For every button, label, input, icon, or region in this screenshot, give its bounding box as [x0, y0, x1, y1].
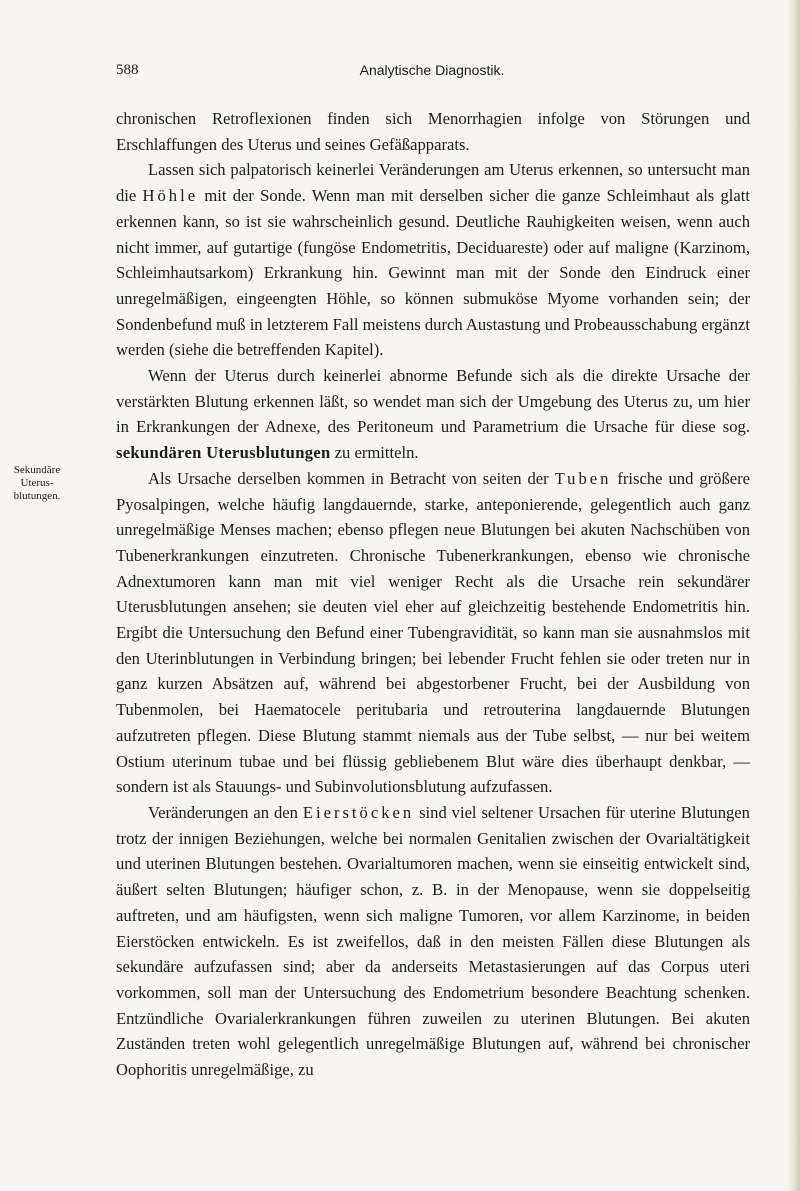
page-edge-shadow	[786, 0, 800, 1191]
paragraph-text: Lassen sich palpatorisch keinerlei Veränderungen am Uterus erkennen, so untersucht man die	[116, 160, 750, 206]
paragraph-text: chronischen Retroflexionen finden sich Menorrhagien infolge von Störungen und Erschlaffungen des Uterus und seines Gefäßapparats.	[116, 109, 750, 154]
paragraph-text: mit der Sonde. Wenn man mit derselben sicher die ganze Schleimhaut als glatt erkennen kann, so ist sie wahrscheinlich gesund. Deutliche Rauhigkeiten weisen, wenn auch nicht immer, auf gutartige (fungöse Endometritis, Deciduareste) oder auf maligne (Karzinom, Schleimhautsarkom) Erkrankung hin. Gewinnt man mit der Sonde den Eindruck einer unregelmäßigen, eingeengten Höhle, so können submuköse Myome vorhanden sein; der Sondenbefund muß in letzterem Fall meistens durch Austastung und Probeausschabung ergänzt werden (siehe die betreffenden Kapitel).	[116, 186, 751, 360]
paragraph	[116, 800, 750, 1083]
body-text	[116, 106, 750, 1083]
spaced-term: Tuben	[554, 468, 612, 488]
paragraph	[116, 466, 750, 800]
margin-note-line: Sekundäre	[13, 464, 61, 476]
spaced-term: Höhle	[142, 186, 199, 206]
paragraph-text: Veränderungen an den	[148, 802, 303, 822]
margin-note	[6, 464, 68, 503]
paragraph	[116, 157, 750, 363]
bold-term: sekundären Uterusblutungen	[116, 443, 331, 463]
page-number: 588	[116, 62, 139, 78]
paragraph-text: Wenn der Uterus durch keinerlei abnorme Befunde sich als die direkte Ursache der verstärkten Blutung erkennen läßt, so wendet man sich der Umgebung des Uterus zu, um hier in Erkrankungen der Adnexe, des Peritoneum und Parametrium die Ursache für diese sog.	[116, 366, 750, 437]
paragraph-text: zu ermitteln.	[330, 443, 419, 463]
paragraph	[116, 363, 750, 466]
paragraph-text: Als Ursache derselben kommen in Betracht von seiten der	[148, 468, 555, 488]
margin-note-line: blutungen.	[13, 490, 61, 502]
paragraph-text: frische und größere Pyosalpingen, welche häufig langdauernde, starke, anteponierende, gelegentlich auch ganz unregelmäßige Menses machen; ebenso pflegen neue Blutungen bei akuten Nachschüben von Tubenerkrankungen einzutreten. Chronische Tubenerkrankungen, ebenso wie chronische Adnextumoren kann man mit viel weniger Recht als die Ursache rein sekundärer Uterusblutungen ansehen; sie deuten viel eher auf gleichzeitig bestehende Endometritis hin. Ergibt die Untersuchung den Befund einer Tubengravidität, so kann man sie ausnahmslos mit den Uterinblutungen in Verbindung bringen; bei lebender Frucht fehlen sie oder treten nur in ganz kurzen Absätzen auf, während bei abgestorbener Frucht, bei der Ausbildung von Tubenmolen, bei Haematocele peritubaria und retrouterina langdauernde Blutungen aufzutreten pflegen. Diese Blutung stammt niemals aus der Tube selbst, — nur bei weitem Ostium uterinum tubae und bei flüssig gebliebenem Blut wäre dies überhaupt denkbar, — sondern ist als Stauungs- und Subinvolutionsblutung aufzufassen.	[116, 468, 751, 797]
page-header	[116, 62, 748, 86]
paragraph	[116, 106, 750, 157]
running-title: Analytische Diagnostik.	[359, 62, 505, 78]
spaced-term: Eierstöcken	[302, 802, 415, 822]
margin-note-line: Uterus-	[20, 477, 54, 489]
paragraph-text: sind viel seltener Ursachen für uterine Blutungen trotz der innigen Beziehungen, welche bei normalen Genitalien zwischen der Ovarialtätigkeit und uterinen Blutungen bestehen. Ovarialtumoren machen, wenn sie einseitig entwickelt sind, äußert selten Blutungen; häufiger schon, z. B. in der Menopause, wenn sie doppelseitig auftreten, und am häufigsten, wenn sich maligne Tumoren, vor allem Karzinome, in beiden Eierstöcken entwickeln. Es ist zweifellos, daß in den meisten Fällen diese Blutungen als sekundäre aufzufassen sind; aber da anderseits Metastasierungen auf das Corpus uteri vorkommen, soll man der Untersuchung des Endometrium besondere Beachtung schenken. Entzündliche Ovarialerkrankungen führen zuweilen zu uterinen Blutungen. Bei akuten Zuständen treten wohl gelegentlich unregelmäßige Blutungen auf, während bei chronischer Oophoritis unregelmäßige, zu	[116, 802, 750, 1080]
